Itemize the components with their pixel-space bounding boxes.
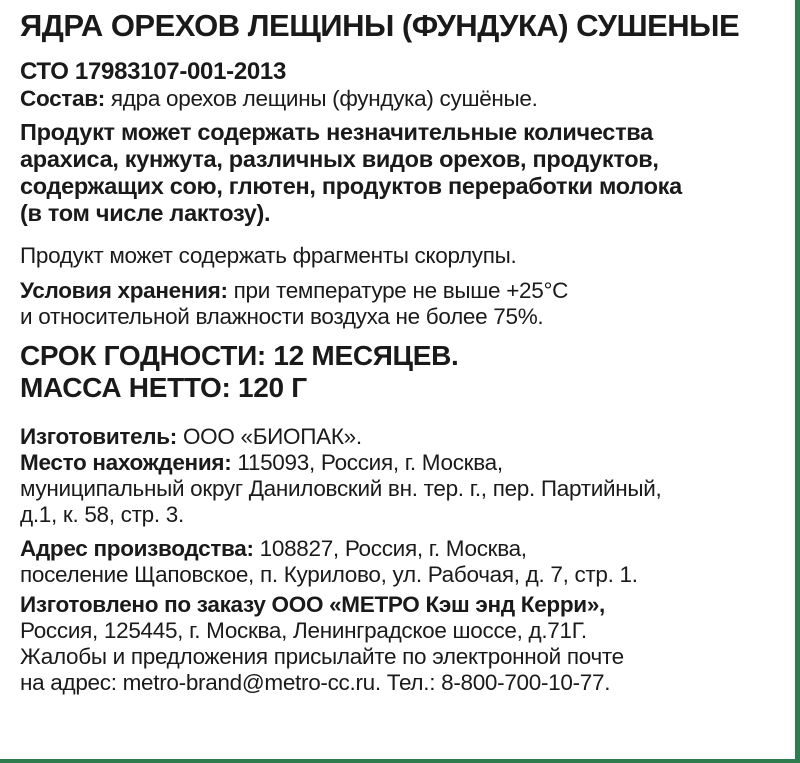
green-edge-right bbox=[795, 0, 800, 763]
allergen-warning bbox=[20, 119, 785, 227]
location-line-1 bbox=[20, 450, 785, 476]
composition-label: Состав: bbox=[20, 86, 105, 111]
ordered-by-address: Россия, 125445, г. Москва, Ленинградское шоссе, д.71Г. bbox=[20, 618, 587, 643]
production-line-1 bbox=[20, 536, 785, 562]
contact-line: на адрес: metro-brand@metro-cc.ru. Тел.: 8-800-700-10-77. bbox=[20, 670, 611, 695]
location-line-3: д.1, к. 58, стр. 3. bbox=[20, 502, 184, 527]
storage-line-1 bbox=[20, 278, 785, 304]
ordered-by-heading: Изготовлено по заказу ООО «МЕТРО Кэш энд Керри», bbox=[20, 592, 606, 617]
composition-line bbox=[20, 86, 785, 112]
product-title: ЯДРА ОРЕХОВ ЛЕЩИНЫ (ФУНДУКА) СУШЕНЫЕ bbox=[20, 8, 740, 43]
manufacturer-block bbox=[20, 424, 785, 528]
production-line-2: поселение Щаповское, п. Курилово, ул. Рабочая, д. 7, стр. 1. bbox=[20, 562, 638, 587]
allergen-line: (в том числе лактозу). bbox=[20, 200, 271, 226]
production-text-1: 108827, Россия, г. Москва, bbox=[253, 536, 527, 561]
production-address-block bbox=[20, 536, 785, 588]
location-label: Место нахождения: bbox=[20, 450, 232, 475]
ordered-by-block bbox=[20, 592, 785, 696]
allergen-line: содержащих сою, глютен, продуктов переработки молока bbox=[20, 173, 682, 199]
manufacturer-name: ООО «БИОПАК». bbox=[177, 424, 362, 449]
product-label bbox=[20, 8, 785, 696]
net-weight: МАССА НЕТТО: 120 Г bbox=[20, 372, 307, 403]
allergen-line: арахиса, кунжута, различных видов орехов, продуктов, bbox=[20, 146, 659, 172]
complaints-line: Жалобы и предложения присылайте по электронной почте bbox=[20, 644, 624, 669]
manufacturer-label: Изготовитель: bbox=[20, 424, 177, 449]
green-edge-bottom bbox=[0, 759, 800, 763]
composition-text: ядра орехов лещины (фундука) сушёные. bbox=[104, 86, 538, 111]
storage-label: Условия хранения: bbox=[20, 278, 228, 303]
shelf-life: СРОК ГОДНОСТИ: 12 МЕСЯЦЕВ. bbox=[20, 340, 459, 371]
production-label: Адрес производства: bbox=[20, 536, 254, 561]
shell-warning: Продукт может содержать фрагменты скорлупы. bbox=[20, 243, 517, 268]
allergen-line: Продукт может содержать незначительные количества bbox=[20, 119, 653, 145]
location-text-1: 115093, Россия, г. Москва, bbox=[231, 450, 503, 475]
location-line-2: муниципальный округ Даниловский вн. тер. г., пер. Партийный, bbox=[20, 476, 662, 501]
key-facts bbox=[20, 340, 785, 404]
standard-code: СТО 17983107-001-2013 bbox=[20, 58, 287, 85]
storage-text-1: при температуре не выше +25°С bbox=[227, 278, 569, 303]
manufacturer-line bbox=[20, 424, 785, 450]
storage-conditions bbox=[20, 278, 785, 330]
storage-line-2: и относительной влажности воздуха не более 75%. bbox=[20, 304, 544, 329]
